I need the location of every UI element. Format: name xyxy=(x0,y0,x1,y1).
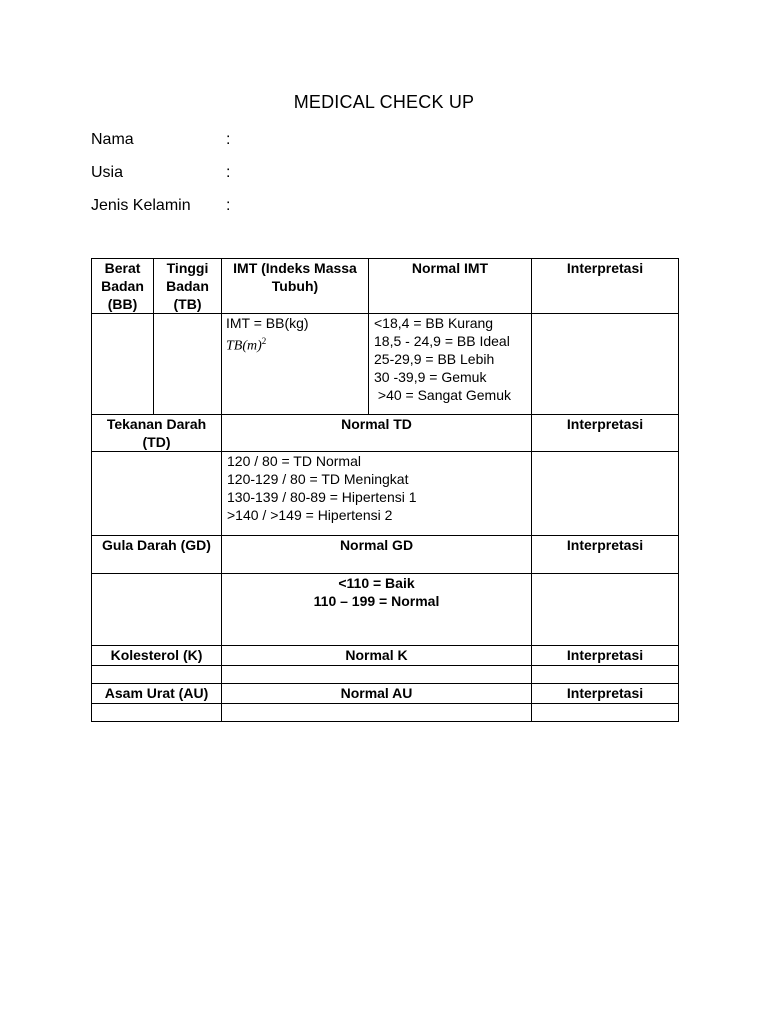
normal-gd-header: Normal GD xyxy=(222,536,532,574)
imt-formula-top: IMT = BB(kg) xyxy=(226,315,309,331)
normal-imt-value: >40 = Sangat Gemuk xyxy=(374,387,511,403)
medical-check-table xyxy=(91,258,679,722)
k-interpretasi-cell[interactable] xyxy=(532,666,679,684)
bb-header: Berat Badan (BB) xyxy=(92,259,154,314)
bb-value-cell[interactable] xyxy=(92,314,154,415)
normal-gd-value: <110 = Baik xyxy=(338,575,415,591)
normal-td-value: 130-139 / 80-89 = Hipertensi 1 xyxy=(227,489,417,505)
au-data-row xyxy=(92,704,679,722)
normal-k-header: Normal K xyxy=(222,646,532,666)
td-interpretasi-header: Interpretasi xyxy=(532,415,679,452)
normal-imt-value: 18,5 - 24,9 = BB Ideal xyxy=(374,333,510,349)
normal-td-value: >140 / >149 = Hipertensi 2 xyxy=(227,507,393,523)
k-header: Kolesterol (K) xyxy=(92,646,222,666)
gd-header-row xyxy=(92,536,679,574)
k-data-row xyxy=(92,666,679,684)
k-header-row xyxy=(92,646,679,666)
page-title: MEDICAL CHECK UP xyxy=(293,92,475,112)
au-header: Asam Urat (AU) xyxy=(92,684,222,704)
gd-interpretasi-cell[interactable] xyxy=(532,574,679,646)
au-interpretasi-cell[interactable] xyxy=(532,704,679,722)
normal-imt-value: 25-29,9 = BB Lebih xyxy=(374,351,495,367)
imt-formula-exponent: 2 xyxy=(261,336,267,346)
td-data-row xyxy=(92,452,679,536)
k-interpretasi-header: Interpretasi xyxy=(532,646,679,666)
jenis-kelamin-colon: : xyxy=(226,197,231,214)
normal-gd-value: 110 – 199 = Normal xyxy=(313,593,440,609)
gd-interpretasi-header: Interpretasi xyxy=(532,536,679,574)
gd-header: Gula Darah (GD) xyxy=(92,536,222,574)
au-interpretasi-header: Interpretasi xyxy=(532,684,679,704)
td-header-row xyxy=(92,415,679,452)
imt-formula-bottom xyxy=(226,332,364,356)
imt-interpretasi-cell[interactable] xyxy=(532,314,679,415)
td-interpretasi-cell[interactable] xyxy=(532,452,679,536)
imt-interpretasi-header: Interpretasi xyxy=(532,259,679,314)
usia-colon: : xyxy=(226,164,231,181)
imt-data-row xyxy=(92,314,679,415)
k-value-cell[interactable] xyxy=(92,666,222,684)
td-value-cell[interactable] xyxy=(92,452,222,536)
normal-imt-value: <18,4 = BB Kurang xyxy=(374,315,494,331)
nama-label: Nama xyxy=(91,131,134,148)
tb-header: Tinggi Badan (TB) xyxy=(154,259,222,314)
normal-td-values xyxy=(222,452,532,536)
nama-colon: : xyxy=(226,131,231,148)
tb-value-cell[interactable] xyxy=(154,314,222,415)
td-header: Tekanan Darah (TD) xyxy=(92,415,222,452)
gd-data-row xyxy=(92,574,679,646)
normal-td-value: 120 / 80 = TD Normal xyxy=(227,453,361,469)
imt-header-row xyxy=(92,259,679,314)
gd-value-cell[interactable] xyxy=(92,574,222,646)
normal-imt-value: 30 -39,9 = Gemuk xyxy=(374,369,487,385)
au-value-cell[interactable] xyxy=(92,704,222,722)
normal-k-cell xyxy=(222,666,532,684)
normal-au-header: Normal AU xyxy=(222,684,532,704)
normal-gd-values xyxy=(222,574,532,646)
normal-imt-header: Normal IMT xyxy=(369,259,532,314)
normal-td-value: 120-129 / 80 = TD Meningkat xyxy=(227,471,409,487)
normal-td-header: Normal TD xyxy=(222,415,532,452)
jenis-kelamin-label: Jenis Kelamin xyxy=(91,197,191,214)
normal-imt-values xyxy=(369,314,532,415)
imt-header: IMT (Indeks Massa Tubuh) xyxy=(222,259,369,314)
au-header-row xyxy=(92,684,679,704)
normal-au-cell xyxy=(222,704,532,722)
usia-label: Usia xyxy=(91,164,124,181)
imt-formula-cell xyxy=(222,314,369,415)
imt-formula-denominator: TB(m) xyxy=(226,338,262,354)
